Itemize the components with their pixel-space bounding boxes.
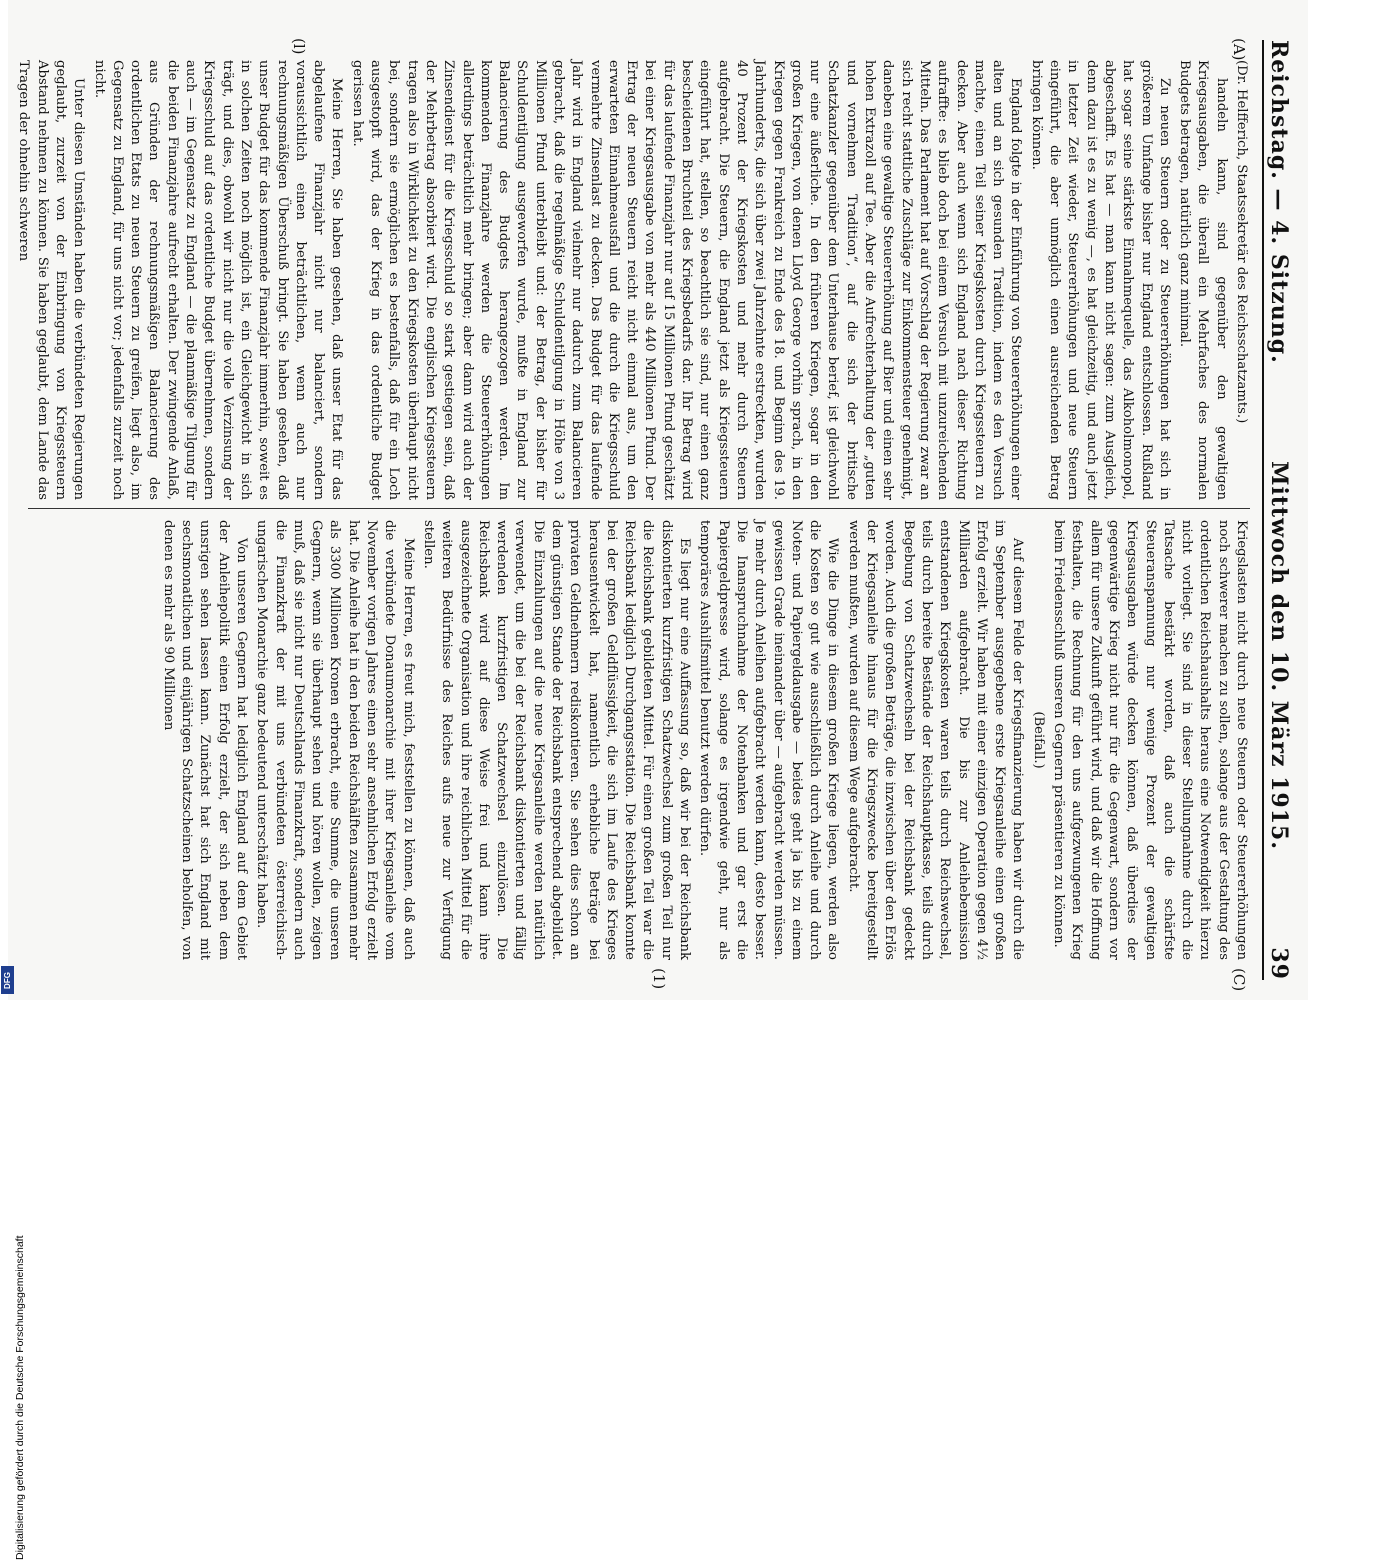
speaker-attribution: (Dr. Helfferich, Staatssekretär des Reichsschatzamts.) bbox=[1234, 60, 1249, 424]
page-number: 39 bbox=[1266, 947, 1292, 980]
dfg-logo bbox=[1, 966, 14, 994]
digitization-credit: Digitalisierung gefördert durch die Deutsche Forschungsgemeinschaft bbox=[14, 1235, 26, 1560]
dfg-logo-text: DFG bbox=[3, 971, 13, 989]
paragraph: Es liegt nur eine Auffassung so, daß wir bei der Reichsbank diskontierten kurzfristigen Schatzwechsel zum großen Teil nur die Reichsbank gebildeten Mittel. Für einen großen Teil war die Reichsbank lediglich Durchgangsstation. Die Reichsbank konnte bei der großen Geldflüssigkeit, die sich im Laufe des Krieges herausentwickelt hat, namentlich erhebliche Beträge bei privaten Geldnehmern rediskontieren. Sie sehen dies schon an dem günstigen Stande der Reichsbank entsprechend abgebildet. Die Einzahlungen auf die neue Kriegsanleihe werden natürlich verwendet, um die bei der Reichsbank diskontierten und fällig werdenden kurzfristigen Schatzwechsel einzulösen. Die Reichsbank wird auf diese Weise frei und kann ihre ausgezeichnete Organisation und ihre reichlichen Mittel für die weiteren Bedürfnisse des Reiches aufs neue zur Verfügung stellen. bbox=[420, 520, 693, 960]
margin-marker-left-1: (l) bbox=[290, 38, 308, 55]
page-header-date: Mittwoch den 10. März 1915. bbox=[1266, 461, 1292, 851]
paragraph: Wie die Dinge in diesem großen Kriege liegen, werden also die Kosten so gut wie ausschließlich durch Anleihe und durch Noten- und Papiergeldausgabe — beides geht ja bis zu einem gewissen Grade ineinander über — aufgebracht werden müssen. Je mehr durch Anleihen aufgebracht werden kann, desto besser. Die Inanspruchnahme der Notenbanken und gar erst die Papiergeldpresse wird, solange es irgendwie geht, nur als temporäres Aushilfsmittel benutzt werden dürfen. bbox=[697, 520, 841, 960]
paragraph: England folgte in der Einführung von Steuererhöhungen einer alten und an sich gesunden Tradition, indem es den Versuch machte, einen Teil seiner Kriegskosten durch Kriegssteuern zu decken. Aber auch wenn sich England nach dieser Richtung aufraffte: es blieb doch bei einem Versuch mit unzureichenden Mitteln. Das Parlament hat auf Vorschlag der Regierung zwar an sich recht stattliche Zuschläge zur Einkommensteuer genehmigt, daneben eine gewaltige Steuererhöhung auf Bier und einen sehr hohen Extrazoll auf Tee. Aber die Aufrechterhaltung der „guten und vornehmen Tradition“, auf die sich der britische Schatzkanzler gegenüber dem Unterhause berief, ist gleichwohl nur eine äußerliche. In den früheren Kriegen, sogar in den großen Kriegen, von denen Lloyd George vorhin sprach, in den Kriegen gegen Frankreich zu Ende des 18. und Beginn des 19. Jahrhunderts, die sich über zwei Jahrzehnte erstreckten, wurden 40 Prozent der Kriegskosten und mehr durch Steuern aufgebracht. Die Steuern, die England jetzt als Kriegssteuern eingeführt hat, stellen, so beachtlich sie sind, nur einen ganz bescheidenen Bruchteil des Kriegsbedarfs dar. Ihr Betrag wird für das laufende Finanzjahr nur auf 15 Millionen Pfund geschätzt bei einer Kriegsausgabe von mehr als 440 Millionen Pfund. Der Ertrag der neuen Steuern reicht nicht einmal aus, um den erwarteten Einnahmeausfall und die durch die Kriegsschuld vermehrte Zinsenlast zu decken. Das Budget für das laufende Jahr wird in England vielmehr nur dadurch zum Balancieren gebracht, daß die regelmäßige Schuldentilgung in Höhe von 3 Millionen Pfund unterbleibt und: der Betrag, der bisher für Schuldentilgung ausgeworfen wurde, mußte in England zur Balancierung des Budgets herangezogen werden. Im kommenden Finanzjahre werden die Steuererhöhungen allerdings beträchtlich mehr bringen; aber dann wird auch der Zinsendienst für die Kriegsschuld so stark gestiegen sein, daß der Mehrbetrag absorbiert wird. Die englischen Kriegssteuern tragen also in Wirklichkeit zu den Kriegskosten überhaupt nicht bei, sondern sie ermöglichen es bestenfalls, daß für ein Loch ausgestopft wird, das der Krieg in das ordentliche Budget gerissen hat. bbox=[349, 60, 1024, 500]
page-header-title: Reichstag. — 4. Sitzung. bbox=[1266, 40, 1292, 364]
left-text-column bbox=[16, 60, 1250, 500]
paragraph: handeln kann, sind gegenüber den gewaltigen Kriegsausgaben, die überall ein Mehrfaches des normalen Budgets betragen, natürlich ganz minimal. bbox=[1177, 60, 1229, 500]
page-header bbox=[1262, 40, 1294, 980]
paragraph: Unter diesen Umständen haben die verbündeten Regierungen geglaubt, zurzeit von der Einbringung von Kriegssteuern Abstand nehmen zu können. Sie haben geglaubt, dem Lande das Tragen der ohnehin schweren bbox=[16, 60, 87, 500]
margin-marker-a: (A) bbox=[1230, 38, 1248, 61]
applause-note: (Beifall.) bbox=[1030, 711, 1046, 769]
paragraph: Von unseren Gegnern hat lediglich England auf dem Gebiet der Anleihepolitik einen Erfolg erzielt, der sich neben dem unsrigen sehen lassen kann. Zunächst hat sich England mit sechsmonatlichen und einjährigen Schatzscheinen beholfen, von denen es mehr als 90 Millionen bbox=[160, 520, 249, 960]
margin-marker-c: (C) bbox=[1230, 968, 1248, 992]
column-divider bbox=[28, 508, 1250, 509]
newspaper-page bbox=[8, 0, 1308, 1000]
paragraph: Kriegslasten nicht durch neue Steuern oder Steuererhöhungen noch schwerer machen zu sollen, solange aus der Gestaltung des ordentlichen Reichshaushalts heraus eine Notwendigkeit hierzu nicht vorliegt. Sie sind in dieser Stellungnahme durch die Tatsache bestärkt worden, daß auch die schärfste Steueranspannung nur wenige Prozent der gewaltigen Kriegsausgaben würde decken können, daß überdies der gegenwärtige Krieg nicht nur für die Gegenwart, sondern vor allem für unsere Zukunft geführt wird, und daß wir die Hoffnung festhalten, die Rechnung für den uns aufgezwungenen Krieg beim Friedensschluß unseren Gegnern präsentieren zu können. bbox=[1051, 520, 1249, 960]
paragraph: Meine Herren, es freut mich, feststellen zu können, daß auch die verbündete Donaumonarchie mit ihrer Kriegsanleihe vom November vorigen Jahres einen sehr ansehnlichen Erfolg erzielt hat. Die Anleihe hat in den beiden Reichshälften zusammen mehr als 3300 Millionen Kronen erbracht, eine Summe, die unseren Gegnern, wenn sie überhaupt sehen und hören wollen, zeigen muß, daß sie nicht nur Deutschlands Finanzkraft, sondern auch die Finanzkraft der mit uns verbündeten österreichisch-ungarischen Monarchie ganz bedeutend unterschätzt haben. bbox=[254, 520, 416, 960]
margin-marker-right-1: (1) bbox=[650, 968, 668, 990]
paragraph: Zu neuen Steuern oder zu Steuererhöhungen hat sich in größerem Umfange bisher nur England entschlossen. Rußland hat sogar seine stärkste Einnahmequelle, das Alkoholmonopol, abgeschafft. Es hat — man kann nicht sagen: zum Ausgleich, denn dazu ist es zu wenig —, es hat gleichzeitig, und auch jetzt in letzter Zeit wieder, Steuererhöhungen und neue Steuern eingeführt, die aber unmöglich einen ausreichenden Betrag bringen können. bbox=[1028, 60, 1172, 500]
right-text-column bbox=[28, 520, 1250, 960]
paragraph: Auf diesem Felde der Kriegsfinanzierung haben wir durch die im September ausgegebene erste Kriegsanleihe einen großen Erfolg erzielt. Wir haben mit einer einzigen Operation gegen 4½ Milliarden aufgebracht. Die bis zur Anleihebemission entstandenen Kriegskosten waren teils durch Reichswechsel, teils durch bereite Bestände der Reichshauptkasse, teils durch Begebung von Schatzwechseln bei der Reichsbank gedeckt worden. Auch die großen Beträge, die inzwischen über den Erlös der Kriegsanleihe hinaus für die Kriegszwecke bereitgestellt werden mußten, wurden auf diesem Wege aufgebracht. bbox=[845, 520, 1026, 960]
digitization-credit-strip bbox=[0, 560, 26, 1560]
paragraph: Meine Herren, Sie haben gesehen, daß unser Etat für das abgelaufene Finanzjahr nicht nur balanciert, sondern voraussichtlich einen beträchtlichen, wenn auch nur rechnungsmäßigen Überschuß bringt. Sie haben gesehen, daß unser Budget für das kommende Finanzjahr immerhin, soweit es in solchen Zeiten noch möglich ist, ein Gleichgewicht in sich trägt, und dies, obwohl wir nicht nur die volle Verzinsung der Kriegsschuld auf das ordentliche Budget übernehmen, sondern auch — im Gegensatz zu England — die planmäßige Tilgung für die beiden Finanzjahre aufrecht erhalten. Der zwingende Anlaß, aus Gründen der rechnungsmäßigen Balancierung des ordentlichen Etats zu neuen Steuern zu greifen, liegt also, im Gegensatz zu England, für uns nicht vor; jedenfalls zurzeit noch nicht. bbox=[91, 60, 345, 500]
